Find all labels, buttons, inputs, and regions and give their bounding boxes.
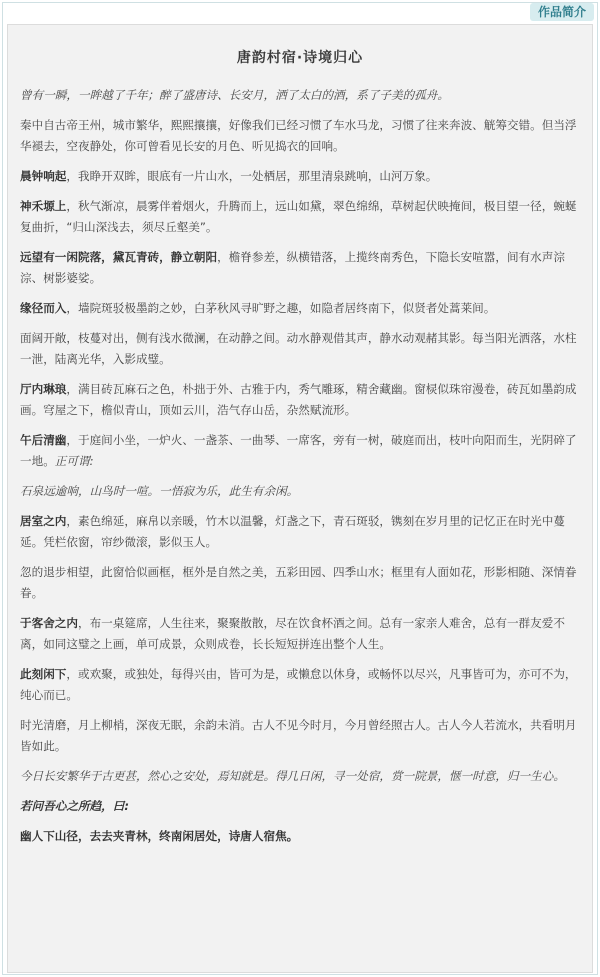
italic-text: 曾有一瞬，一眸越了千年；醉了盛唐诗、长安月，洒了太白的酒，系了子美的孤舟。 [20, 88, 449, 102]
emphasis-text: 午后清幽 [20, 433, 67, 447]
body-text: 忽的退步相望，此窗恰似画框，框外是自然之美，五彩田园、四季山水；框里有人面如花，形影相随、深情眷眷。 [20, 565, 577, 600]
emphasis-text: 若问吾心之所趋，曰: [20, 799, 129, 813]
article-title: 唐韵村宿·诗境归心 [236, 50, 364, 66]
paragraph [20, 826, 588, 847]
paragraph [20, 196, 588, 238]
paragraph [20, 328, 588, 370]
body-text: ，布一桌筵席，人生往来，聚聚散散，尽在饮食杯酒之间。总有一家亲人难舍，总有一群友爱不离，如同这璧之上画，单可成景，众则成卷，长长短短拼连出整个人生。 [20, 616, 565, 651]
body-text: ，素色绵延，麻帛以亲暖，竹木以温馨，灯盏之下，青石斑驳，镌刻在岁月里的记忆正在时光中蔓延。凭栏依窗，帘纱微滚，影似玉人。 [20, 514, 565, 549]
tab-intro[interactable]: 作品简介 [530, 3, 594, 21]
italic-text: 今日长安繁华于古更甚，然心之安处，焉知就是。得几日闲，寻一处宿，赏一院景，惬一时意，归一生心。 [20, 769, 565, 783]
body-text: ，于庭间小坐，一炉火、一盏茶、一曲琴、一席客，旁有一树，破庭而出，枝叶向阳而生，光阴碎了一地。 [20, 433, 577, 468]
paragraph [20, 298, 588, 319]
italic-text: 石泉远逾响，山鸟时一喧。一悟寂为乐，此生有余闲。 [20, 484, 299, 498]
paragraph [20, 664, 588, 706]
body-text: ，墙院斑驳极墨韵之妙，白茅秋风寻旷野之趣，如隐者居终南下，似贤者处蒿莱间。 [66, 301, 496, 315]
paragraph [20, 511, 588, 553]
emphasis-text: 于客舍之内 [20, 616, 78, 630]
article-body [20, 85, 588, 856]
body-text: ，或欢聚，或独处，每得兴由，皆可为是，或懒怠以休身，或畅怀以尽兴，凡事皆可为，亦可不为，纯心而已。 [20, 667, 577, 702]
paragraph [20, 562, 588, 604]
content-frame [2, 2, 598, 975]
paragraph [20, 379, 588, 421]
body-text: 面阔开敞，枝蔓对出，侧有浅水微澜，在动静之间。动水静观借其声，静水动观赭其影。每当阳光洒落，水柱一泄，陆离光华，入影成璧。 [20, 331, 577, 366]
body-text: ，檐脊参差，纵横错落，上揽终南秀色，下隐长安喧嚣，间有水声淙淙、树影婆娑。 [20, 250, 565, 285]
paragraph [20, 481, 588, 502]
paragraph [20, 766, 588, 787]
intro-panel [7, 24, 593, 973]
paragraph [20, 430, 588, 472]
emphasis-text: 此刻闲下 [20, 667, 67, 681]
body-text: ，我睁开双眸，眼底有一片山水，一处栖居，那里清泉跳响，山河万象。 [66, 169, 438, 183]
emphasis-text: 晨钟响起 [20, 169, 67, 183]
emphasis-text: 幽人下山径，去去夹青林，终南闲居处，诗唐人宿焦。 [20, 829, 299, 843]
paragraph [20, 796, 588, 817]
body-text: 时光清磨，月上柳梢，深夜无眠，余韵未消。古人不见今时月，今月曾经照古人。古人今人若流水，共看明月皆如此。 [20, 718, 577, 753]
body-text: ，满目砖瓦麻石之色，朴拙于外、古雅于内，秀气雕琢，精舍藏幽。窗棂似珠帘漫卷，砖瓦如墨韵成画。穹屋之下，檐似青山，顶如云川，浩气存山岳，杂然赋流形。 [20, 382, 577, 417]
body-text: ，秋气渐凉，晨雾伴着烟火，升腾而上，远山如黛，翠色绵绵，草树起伏映掩间，极目望一径，蜿蜒复曲折，“归山深浅去，须尽丘壑美”。 [20, 199, 577, 234]
italic-text: 正可谓: [54, 454, 94, 468]
emphasis-text: 远望有一闲院落，黛瓦青砖，静立朝阳 [20, 250, 218, 264]
emphasis-text: 神禾塬上 [20, 199, 67, 213]
body-text: 秦中自古帝王州，城市繁华，熙熙攘攘，好像我们已经习惯了车水马龙，习惯了往来奔波、觥筹交错。但当浮华褪去，空夜静处，你可曾看见长安的月色、听见捣衣的回响。 [20, 118, 577, 153]
paragraph [20, 166, 588, 187]
emphasis-text: 居室之内 [20, 514, 67, 528]
emphasis-text: 厅内琳琅 [20, 382, 67, 396]
paragraph [20, 613, 588, 655]
paragraph [20, 715, 588, 757]
emphasis-text: 缘径而入 [20, 301, 67, 315]
paragraph [20, 115, 588, 157]
paragraph [20, 247, 588, 289]
paragraph [20, 85, 588, 106]
